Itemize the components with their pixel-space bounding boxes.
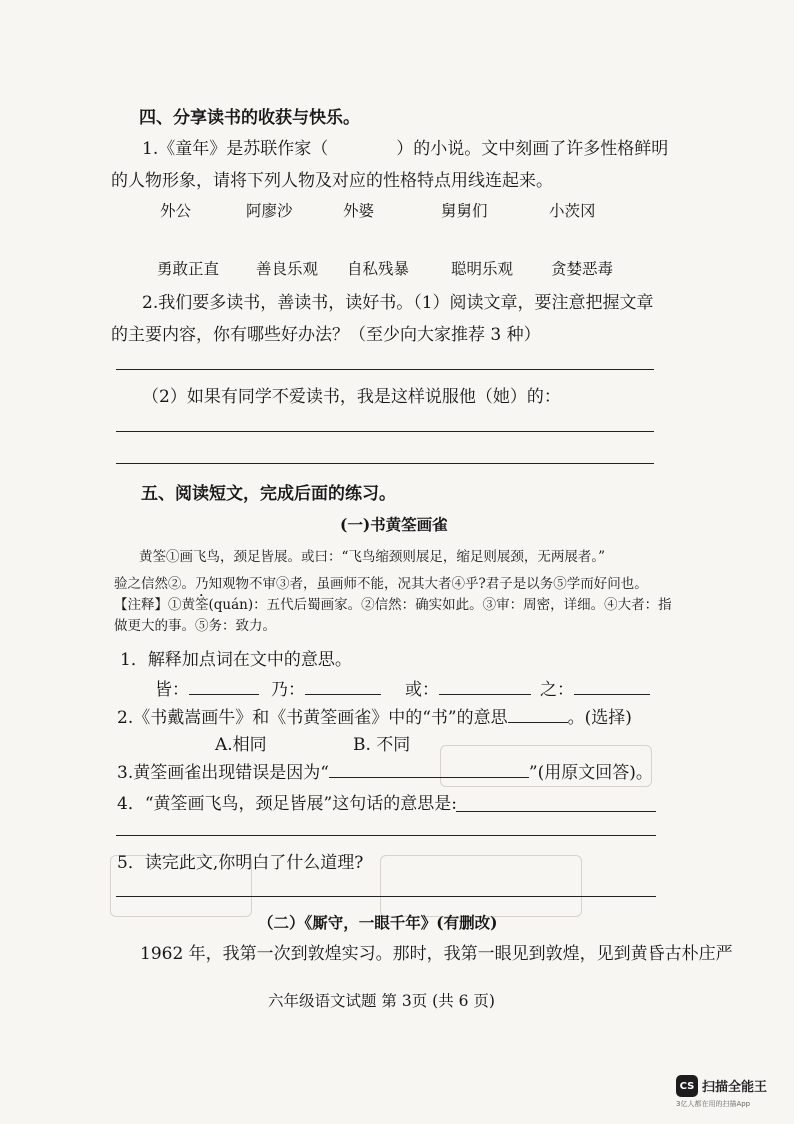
- passage-2-title: （二）《厮守，一眼千年》(有删改): [258, 913, 498, 932]
- passage-2-line1: 1962 年，我第一次到敦煌实习。那时，我第一眼见到敦煌，见到黄昏古朴庄严: [140, 944, 733, 964]
- q5-1-word-jie: [155, 675, 259, 700]
- q5-1-word-huo: [405, 675, 531, 700]
- answer-line[interactable]: [116, 835, 656, 836]
- q5-1: 1．解释加点词在文中的意思。: [120, 650, 352, 670]
- word-nai-blank[interactable]: [305, 694, 381, 695]
- word-zhi-blank[interactable]: [574, 694, 650, 695]
- q4-1-prefix: 1.《童年》是苏联作家（: [142, 139, 329, 159]
- q4-2-part2: （2）如果有同学不爱读书，我是这样说服他（她）的：: [142, 387, 561, 407]
- word-huo-blank[interactable]: [439, 694, 531, 695]
- q5-2-suffix: 。(选择): [567, 708, 632, 728]
- q4-1-line1: [142, 134, 668, 159]
- option-b[interactable]: B. 不同: [353, 735, 411, 755]
- word-huo-label: 或：: [405, 680, 439, 700]
- character-waigong[interactable]: 外公: [160, 202, 192, 220]
- camscanner-name: 扫描全能王: [702, 1080, 768, 1095]
- q5-5: 5．读完此文,你明白了什么道理?: [117, 853, 364, 873]
- word-jie-label: 皆：: [155, 680, 189, 700]
- q5-3: [117, 758, 653, 783]
- trait-3[interactable]: 自私残暴: [347, 260, 410, 278]
- passage-1-line1: 黄筌①画飞鸟，颈足皆展。或曰：“飞鸟缩颈则展足，缩足则展颈，无两展者。”: [139, 549, 606, 565]
- camscanner-tagline: 3亿人都在用的扫描App: [676, 1100, 751, 1108]
- q5-2: [117, 703, 632, 728]
- q5-1-word-zhi: [540, 675, 650, 700]
- annotation-line1: 【注释】①黄筌(quán)：五代后蜀画家。②信然：确实如此。③审：周密，详细。④大者：指: [114, 597, 672, 613]
- option-a[interactable]: A.相同: [215, 735, 267, 755]
- q5-2-blank[interactable]: [508, 722, 568, 723]
- camscanner-logo-icon: CS: [676, 1075, 698, 1097]
- character-xiaociygang[interactable]: 小茨冈: [549, 202, 596, 220]
- q5-2-prefix: 2.《书戴嵩画牛》和《书黄筌画雀》中的“书”的意思: [117, 708, 508, 728]
- dotted-word-nai: 乃: [195, 576, 209, 592]
- trait-1[interactable]: 勇敢正直: [157, 260, 220, 278]
- q5-3-suffix: ”(用原文回答)。: [528, 763, 653, 783]
- q4-1-suffix: ）的小说。文中刻画了许多性格鲜明: [396, 139, 669, 159]
- answer-line[interactable]: [456, 811, 656, 812]
- character-waipo[interactable]: 外婆: [343, 202, 375, 220]
- word-zhi-label: 之：: [540, 680, 574, 700]
- answer-line[interactable]: [116, 463, 654, 464]
- q4-1-line2: 的人物形象，请将下列人物及对应的性格特点用线连起来。: [111, 171, 553, 191]
- bleed-through-box: [380, 855, 582, 917]
- q4-2-line1: 2.我们要多读书，善读书，读好书。（1）阅读文章，要注意把握文章: [142, 293, 654, 313]
- character-aliaosha[interactable]: 阿廖沙: [246, 202, 293, 220]
- answer-line[interactable]: [116, 369, 654, 370]
- q4-2-line2: 的主要内容，你有哪些好办法？（至少向大家推荐 3 种）: [111, 325, 541, 345]
- passage-1-line2-b: 知观物不审③者，虽画师不能，况其大者④乎?君子是以务⑤学而好问也。: [208, 576, 648, 592]
- page-footer: 六年级语文试题 第 3页 (共 6 页): [268, 992, 495, 1010]
- q5-3-prefix: 3.黄筌画雀出现错误是因为“: [117, 763, 329, 783]
- q5-1-word-nai: [271, 675, 381, 700]
- character-jiujiumen[interactable]: 舅舅们: [441, 202, 488, 220]
- answer-line[interactable]: [116, 431, 654, 432]
- q5-4: 4．“黄筌画飞鸟，颈足皆展”这句话的意思是:: [117, 794, 457, 814]
- section-5-title: 五、阅读短文，完成后面的练习。: [141, 484, 396, 504]
- trait-2[interactable]: 善良乐观: [256, 260, 319, 278]
- annotation-line2: 做更大的事。⑤务：致力。: [114, 618, 276, 634]
- word-nai-label: 乃：: [271, 680, 305, 700]
- q5-3-blank[interactable]: [329, 777, 529, 778]
- passage-1-title: (一)书黄筌画雀: [340, 515, 448, 534]
- trait-5[interactable]: 贪婪恶毒: [551, 260, 614, 278]
- passage-1-line2-a: 验之信然②。: [114, 576, 195, 592]
- section-4-title: 四、分享读书的收获与快乐。: [139, 108, 360, 128]
- trait-4[interactable]: 聪明乐观: [451, 260, 514, 278]
- answer-line[interactable]: [116, 896, 656, 897]
- word-jie-blank[interactable]: [189, 694, 259, 695]
